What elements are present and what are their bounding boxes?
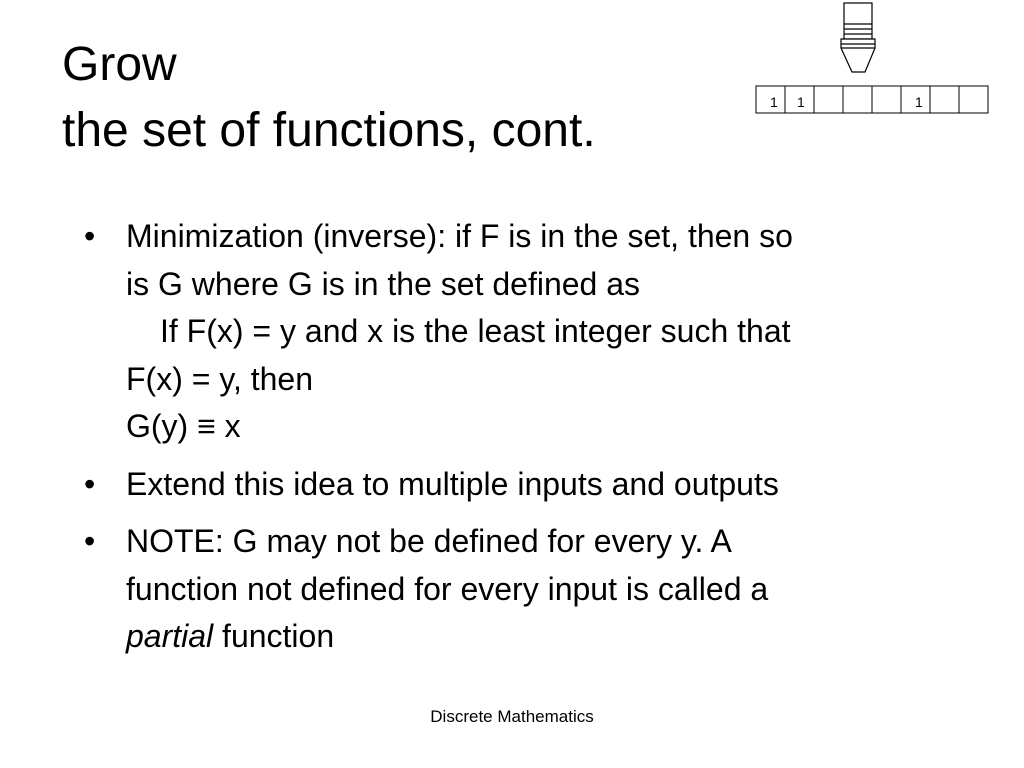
- tape-cell-1: 1: [770, 94, 778, 110]
- slide-footer: Discrete Mathematics: [430, 707, 594, 726]
- bullet-text-line: Extend this idea to multiple inputs and outputs: [126, 465, 779, 502]
- bullet-text-fragment: function: [213, 618, 335, 654]
- bullet-marker: •: [84, 523, 96, 559]
- bullet-text-line: is G where G is in the set defined as: [126, 265, 641, 302]
- tape-head-icon: [841, 3, 875, 72]
- partial-emphasis: partial: [126, 618, 214, 654]
- tape-strip: [756, 86, 988, 113]
- title-line-1: Grow: [62, 38, 177, 91]
- bullet-text-line: If F(x) = y and x is the least integer such that: [160, 313, 791, 349]
- bullet-item-note: [84, 518, 984, 661]
- bullet-marker: •: [84, 465, 96, 502]
- tape-cell-6: 1: [915, 94, 923, 110]
- bullet-text-line: G(y) ≡ x: [126, 408, 241, 444]
- bullet-text-line: NOTE: G may not be defined for every y. A: [126, 523, 732, 559]
- bullet-item-extend: [84, 461, 984, 509]
- bullet-list: [84, 213, 984, 671]
- tape-cell-2: 1: [797, 94, 805, 110]
- turing-machine-tape-icon: [752, 0, 992, 118]
- title-line-2: the set of functions, cont.: [62, 104, 596, 157]
- bullet-item-minimization: [84, 213, 984, 451]
- bullet-text-line: F(x) = y, then: [126, 360, 314, 397]
- bullet-text-line-last: [126, 613, 984, 661]
- bullet-text-line: Minimization (inverse): if F is in the set, then so: [126, 218, 793, 254]
- bullet-marker: •: [84, 218, 96, 254]
- bullet-text-line: function not defined for every input is called a: [126, 570, 769, 607]
- slide-title: [62, 32, 596, 164]
